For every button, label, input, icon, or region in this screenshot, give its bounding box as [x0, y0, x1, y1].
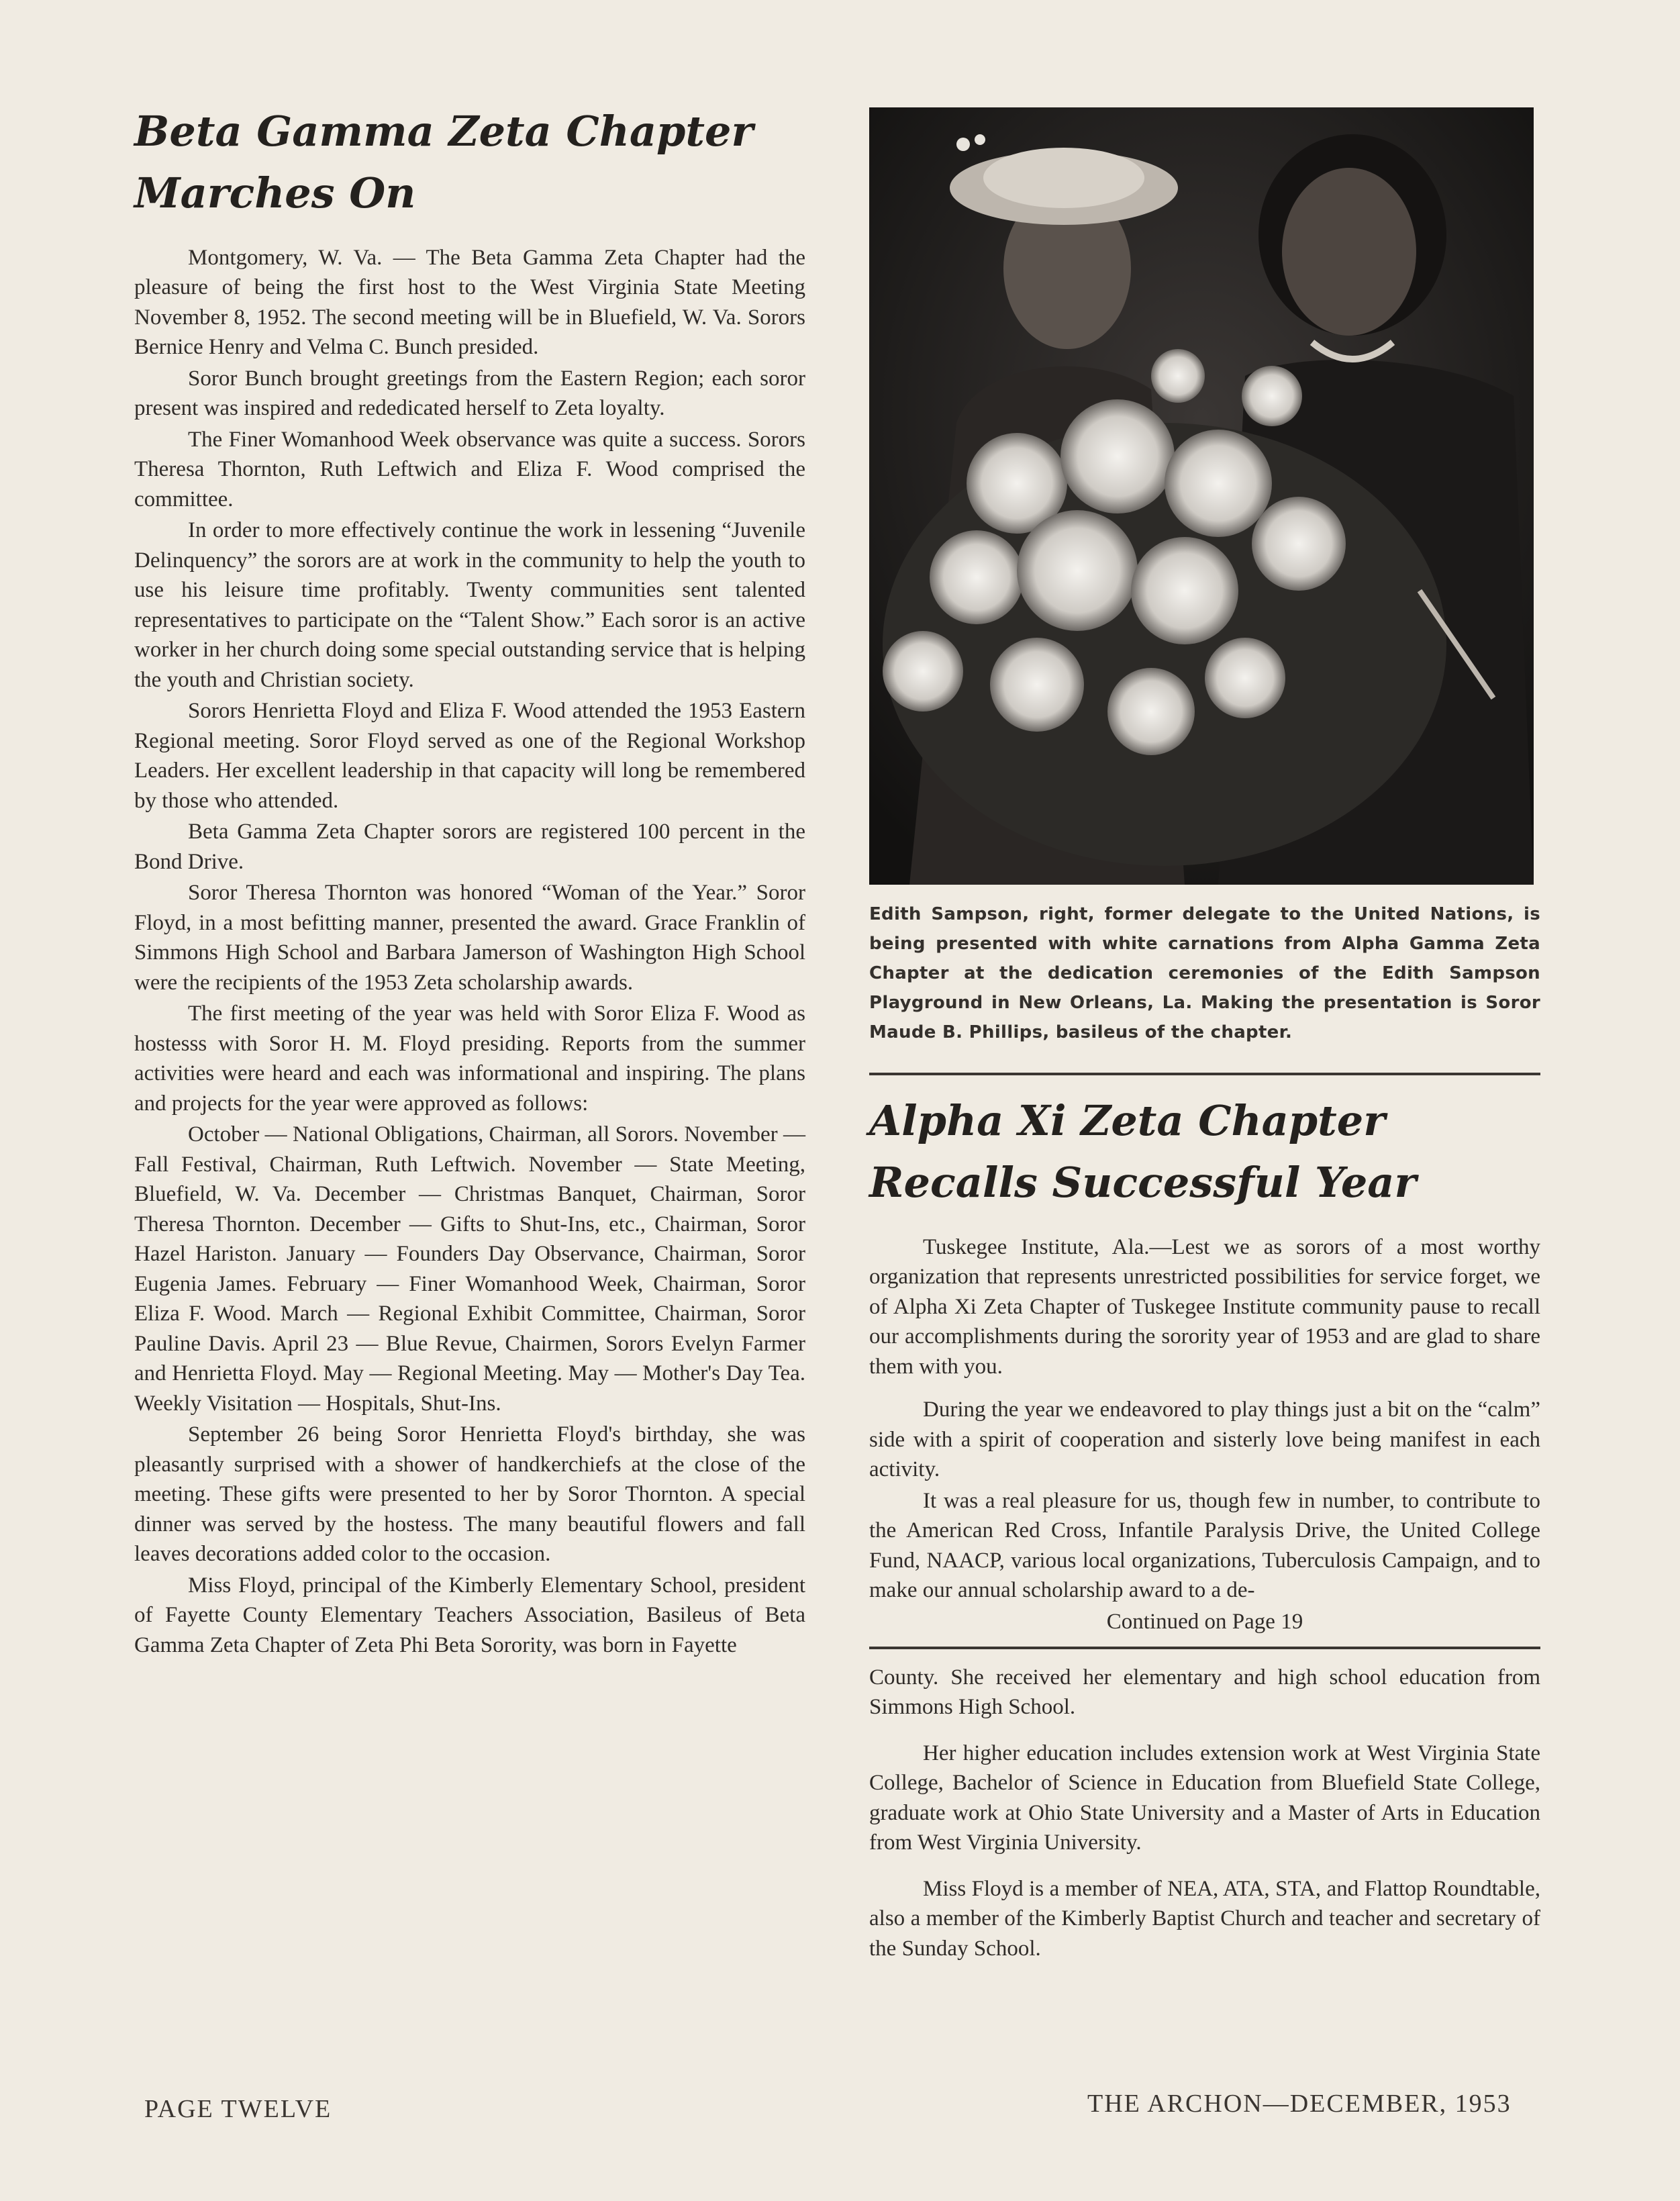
article-paragraph: Beta Gamma Zeta Chapter sorors are registered 100 percent in the Bond Drive. — [134, 820, 805, 874]
article-paragraph: In order to more effectively continue the work in lessening “Juvenile Delinquency” the sorors are at work in the community to help the youth to use his leisure time profitably. Twenty communities sent talented representatives to participate on the “Talent Show.” Each soror is an active worker in her church doing some special outstanding service that is helping the youth and Christian society. — [134, 518, 805, 692]
right-column — [869, 107, 1540, 1963]
article-paragraph: Tuskegee Institute, Ala.—Lest we as sorors of a most worthy organization that represents unrestricted possibilities for service forget, we of Alpha Xi Zeta Chapter of Tuskegee Institute community pause to recall our accomplishments during the sorority year of 1953 and are glad to share them with you. — [869, 1234, 1540, 1379]
photo-illustration — [869, 107, 1534, 885]
headline-line-2: Recalls Successful Year — [869, 1157, 1417, 1207]
article-paragraph: Miss Floyd, principal of the Kimberly Elementary School, president of Fayette County Elementary Teachers Association, Basileus of Beta Gamma Zeta Chapter of Zeta Phi Beta Sorority, was born in Fayette — [134, 1573, 805, 1657]
continuation-paragraph: Miss Floyd is a member of NEA, ATA, STA, and Flattop Roundtable, also a member of the Kimberly Baptist Church and teacher and secretary of the Sunday School. — [869, 1876, 1540, 1961]
article-headline-alpha-xi-zeta — [869, 1090, 1540, 1214]
photo-caption: Edith Sampson, right, former delegate to the United Nations, is being presented with white carnations from Alpha Gamma Zeta Chapter at the dedication ceremonies of the Edith Sampson Playground in New Orleans, La. Making the presentation is Soror Maude B. Phillips, basileus of the chapter. — [869, 904, 1540, 1042]
section-divider — [869, 1647, 1540, 1649]
photo-edith-sampson-carnations — [869, 107, 1534, 885]
continued-notice: Continued on Page 19 — [1106, 1609, 1303, 1634]
article-paragraph: October — National Obligations, Chairman, all Sorors. November — Fall Festival, Chairman, Ruth Leftwich. November — State Meeting, Bluefield, W. Va. December — Christmas Banquet, Chairman, Soror Theresa Thornton. December — Gifts to Shut-Ins, etc., Chairman, Soror Hazel Hariston. January — Founders Day Observance, Chairman, Soror Eugenia James. February — Finer Womanhood Week, Chairman, Soror Eliza F. Wood. March — Regional Exhibit Committee, Chairman, Soror Pauline Davis. April 23 — Blue Revue, Chairmen, Sorors Evelyn Farmer and Henrietta Floyd. May — Regional Meeting. May — Mother's Day Tea. Weekly Visitation — Hospitals, Shut-Ins. — [134, 1122, 805, 1416]
article-headline-beta-gamma-zeta — [134, 101, 805, 224]
article-paragraph: Soror Bunch brought greetings from the Eastern Region; each soror present was inspired and rededicated herself to Zeta loyalty. — [134, 366, 805, 420]
headline-line-2: Marches On — [134, 168, 416, 217]
article-paragraph: It was a real pleasure for us, though few in number, to contribute to the American Red Cross, Infantile Paralysis Drive, the United College Fund, NAACP, various local organizations, Tuberculosis Campaign, and to make our annual scholarship award to a de- — [869, 1488, 1540, 1602]
headline-line-1: Alpha Xi Zeta Chapter — [869, 1096, 1385, 1145]
page-number: PAGE TWELVE — [144, 2095, 332, 2123]
headline-line-1: Beta Gamma Zeta Chapter — [134, 107, 754, 156]
publication-issue: THE ARCHON—DECEMBER, 1953 — [1087, 2090, 1512, 2118]
article-paragraph: Montgomery, W. Va. — The Beta Gamma Zeta Chapter had the pleasure of being the first host to the West Virginia State Meeting November 8, 1952. The second meeting will be in Bluefield, W. Va. Sorors Bernice Henry and Velma C. Bunch presided. — [134, 245, 805, 359]
article-paragraph: Soror Theresa Thornton was honored “Woman of the Year.” Soror Floyd, in a most befitting manner, presented the award. Grace Franklin of Simmons High School and Barbara Jamerson of Washington High School were the recipients of the 1953 Zeta scholarship awards. — [134, 881, 805, 995]
article-paragraph: The first meeting of the year was held with Soror Eliza F. Wood as hostesss with Soror H. M. Floyd presiding. Reports from the summer activities were heard and each was informational and inspiring. The plans and projects for the year were approved as follows: — [134, 1001, 805, 1116]
article-paragraph: During the year we endeavored to play things just a bit on the “calm” side with a spirit of cooperation and sisterly love being manifest in each activity. — [869, 1398, 1540, 1481]
article-paragraph: September 26 being Soror Henrietta Floyd's birthday, she was pleasantly surprised with a shower of handkerchiefs at the close of the meeting. These gifts were presented to her by Soror Thornton. A special dinner was served by the hostess. The many beautiful flowers and fall leaves decorations added color to the occasion. — [134, 1422, 805, 1566]
continuation-paragraph: County. She received her elementary and high school education from Simmons High School. — [869, 1665, 1540, 1719]
continuation-paragraph: Her higher education includes extension work at West Virginia State College, Bachelor of Science in Education from Bluefield State College, graduate work at Ohio State University and a Master of Arts in Education from West Virginia University. — [869, 1741, 1540, 1855]
article-paragraph: Sorors Henrietta Floyd and Eliza F. Wood attended the 1953 Eastern Regional meeting. Soror Floyd served as one of the Regional Workshop Leaders. Her excellent leadership in that capacity will long be remembered by those who attended. — [134, 699, 805, 813]
section-divider — [869, 1073, 1540, 1075]
left-column — [134, 101, 805, 1660]
article-paragraph: The Finer Womanhood Week observance was quite a success. Sorors Theresa Thornton, Ruth Leftwich and Eliza F. Wood comprised the committee. — [134, 427, 805, 511]
